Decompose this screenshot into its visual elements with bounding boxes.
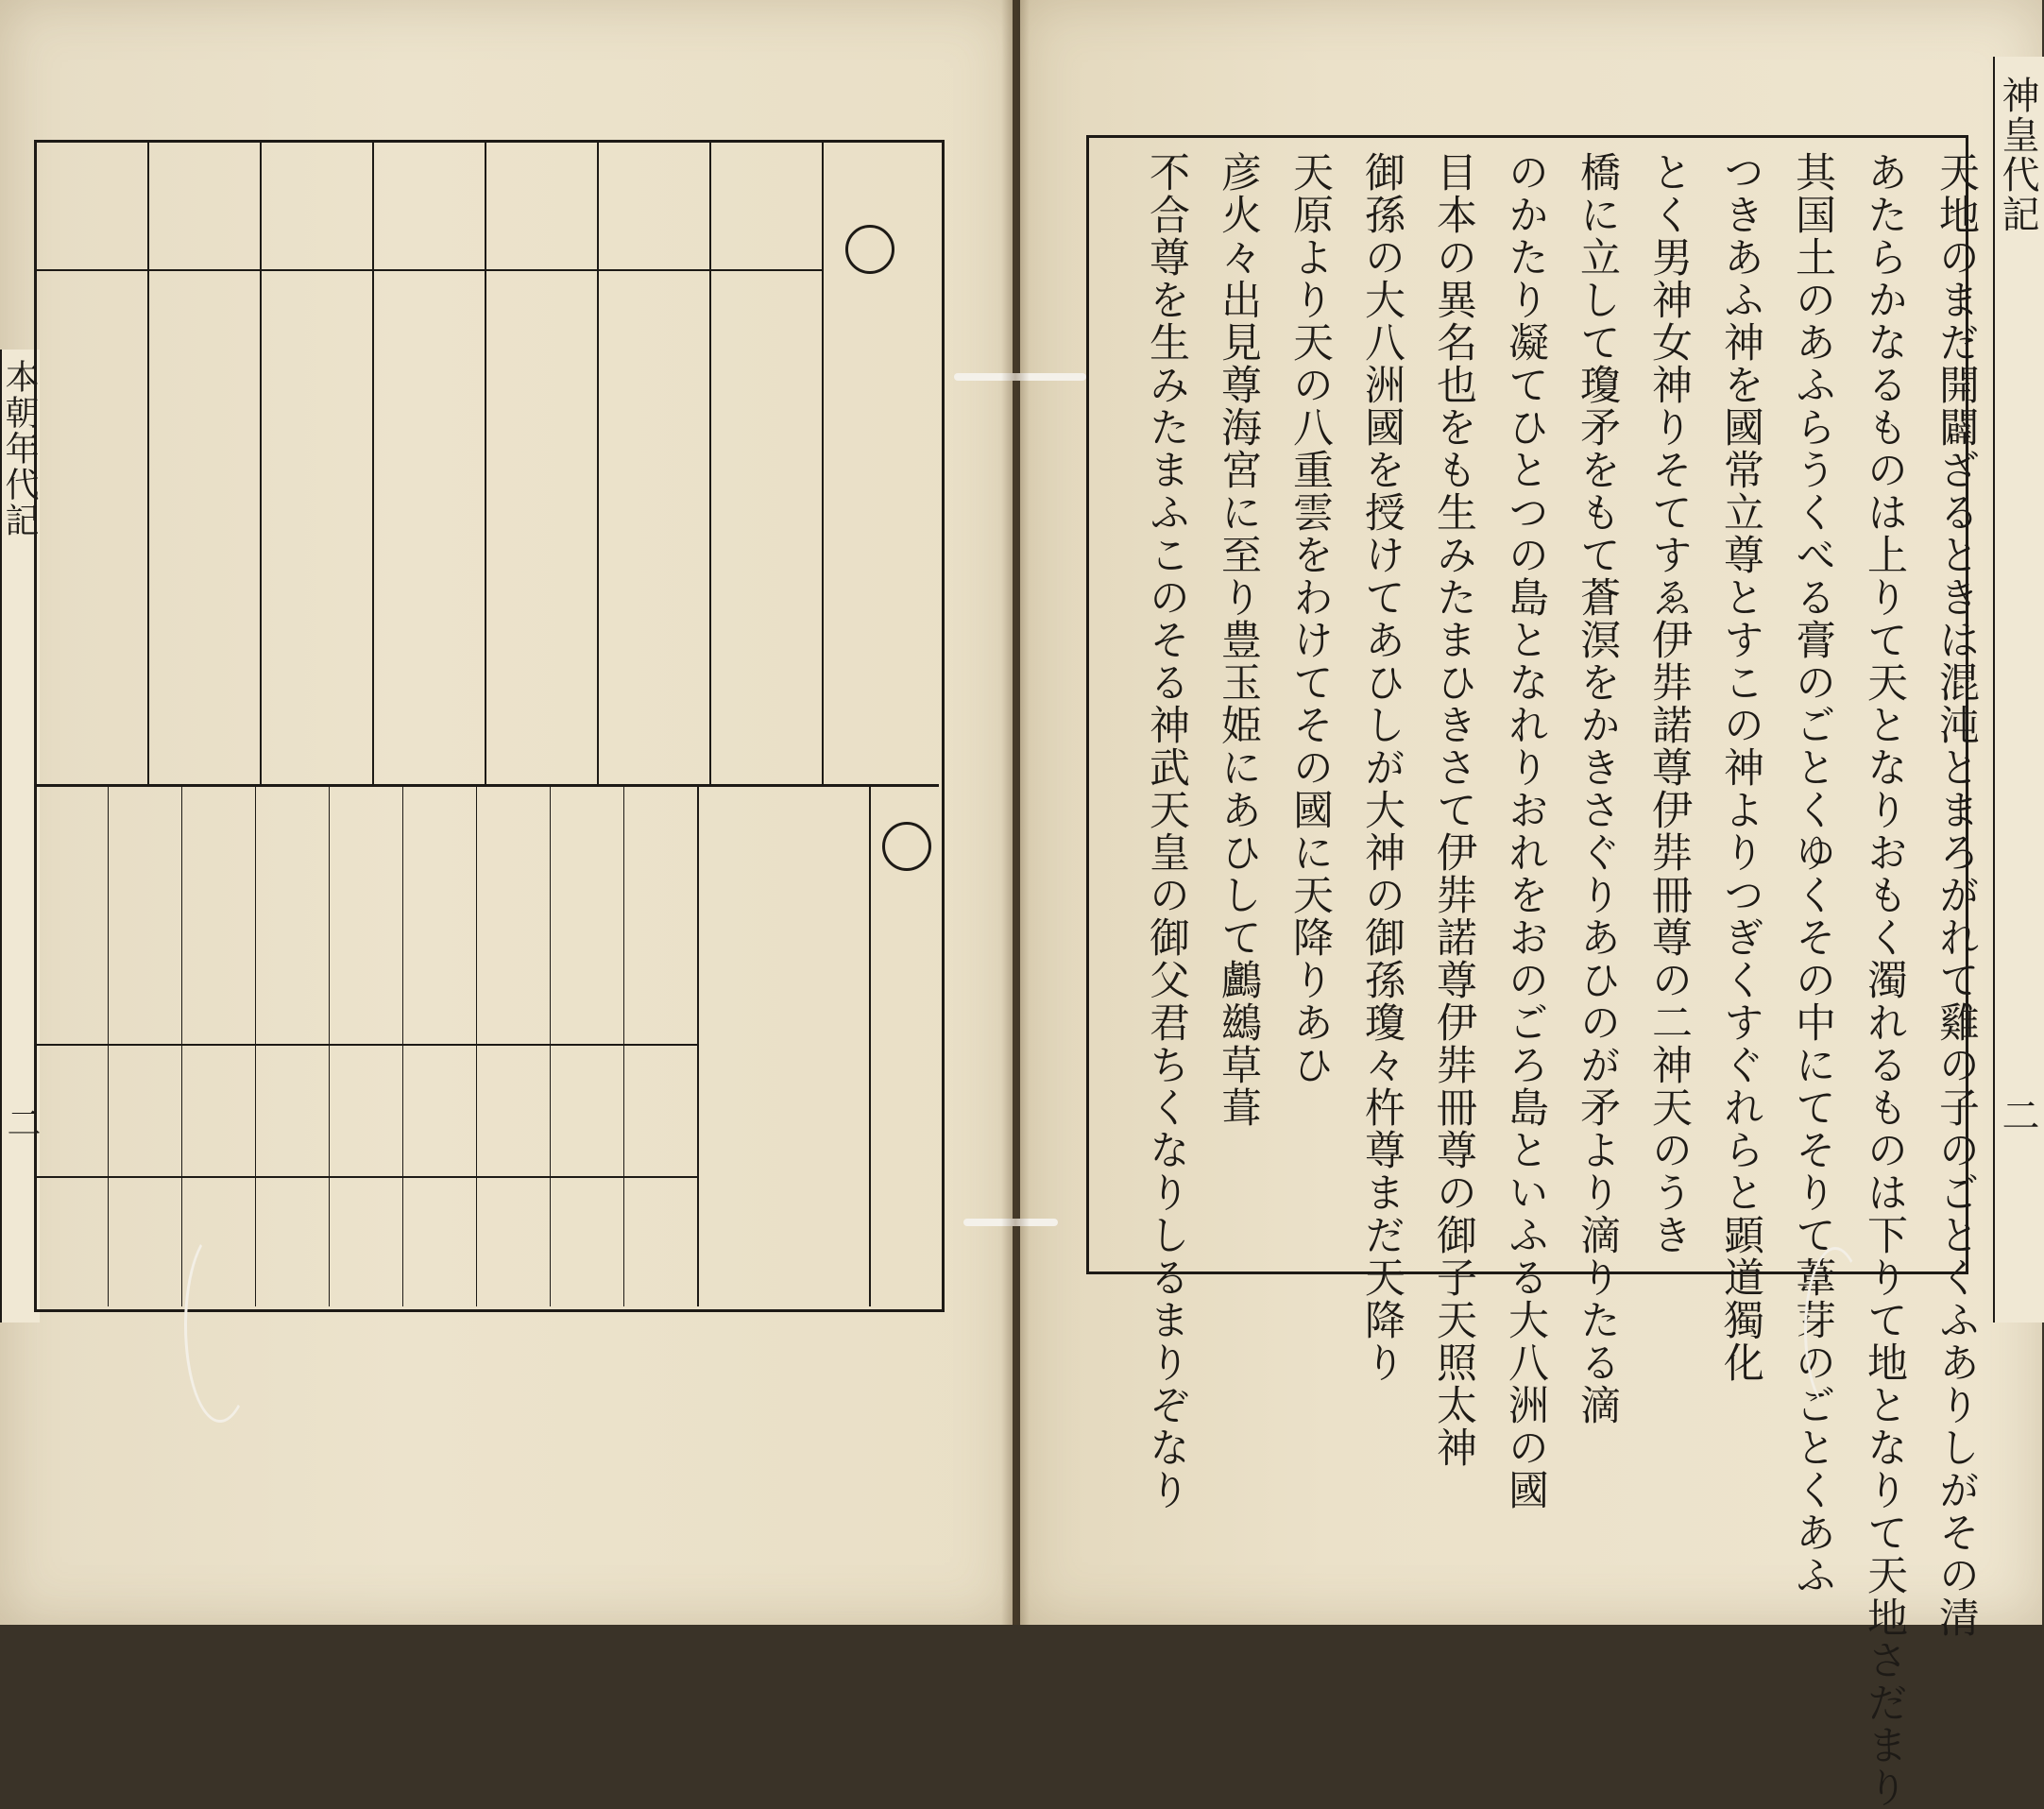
column-rule xyxy=(147,140,149,784)
text-line: 御孫の大八洲國を授けてあひしが大神の御孫瓊々杵尊まだ天降り xyxy=(1358,151,1405,1384)
right-page xyxy=(1020,0,2042,1809)
left-edge-label: 本朝年代記 xyxy=(0,359,39,538)
column-rule xyxy=(623,784,624,1306)
left-page xyxy=(0,0,1013,1625)
right-edge-number: 二 xyxy=(1996,1096,2039,1135)
text-line: つきあふ神を國常立尊とすこの神よりつぎくすぐれらと顕道獨化 xyxy=(1717,151,1764,1384)
column-rule xyxy=(402,784,403,1306)
column-rule xyxy=(869,784,871,1306)
circle-mark xyxy=(845,225,894,274)
text-line: 天原より天の八重雲をわけてその國に天降りあひ xyxy=(1286,151,1334,1086)
column-rule xyxy=(372,140,374,784)
text-line: 目本の異名也をも生みたまひきさて伊弉諾尊伊弉冊尊の御子天照太神 xyxy=(1430,151,1477,1469)
column-rule xyxy=(476,784,477,1306)
column-rule xyxy=(697,784,699,1306)
column-rule xyxy=(550,784,551,1306)
row-rule xyxy=(34,1044,697,1046)
paper-tear xyxy=(184,1228,256,1423)
column-rule xyxy=(822,140,824,784)
column-rule xyxy=(255,784,256,1306)
paper-tear xyxy=(1804,1247,1866,1413)
row-rule xyxy=(34,1176,697,1178)
column-rule xyxy=(108,784,109,1306)
header-rule xyxy=(34,269,822,271)
column-rule xyxy=(329,784,330,1306)
circle-mark xyxy=(882,822,931,871)
right-edge-label: 神皇代記 xyxy=(1996,76,2039,234)
column-rule xyxy=(709,140,711,784)
text-line: 橋に立して瓊矛をもて蒼溟をかきさぐりあひのが矛より滴りたる滴 xyxy=(1574,151,1621,1426)
text-line: のかたり凝てひとつの島となれりおれをおのごろ島といふる大八洲の國 xyxy=(1502,151,1549,1511)
column-rule xyxy=(597,140,599,784)
column-rule xyxy=(181,784,182,1306)
table-divider xyxy=(34,784,939,787)
book-gutter xyxy=(1001,0,1030,1625)
column-rule xyxy=(485,140,486,784)
text-line: 彦火々出見尊海宮に至り豊玉姫にあひして鸕鷀草葺 xyxy=(1215,151,1262,1129)
text-line: 其国土のあふらうくべる膏のごとくゆくその中にてそりて葦芽のごとくあふ xyxy=(1789,151,1836,1596)
text-line: とく男神女神りそてすゑ伊弉諾尊伊弉冊尊の二神天のうき xyxy=(1645,151,1693,1256)
text-line: あたらかなるものは上りて天となりおもく濁れるものは下りて地となりて天地さだまり xyxy=(1861,151,1908,1809)
column-rule xyxy=(260,140,262,784)
text-line: 不合尊を生みたまふこのそる神武天皇の御父君ちくなりしるまりぞなり xyxy=(1143,151,1190,1511)
left-table-frame xyxy=(34,140,945,1312)
left-edge-number: 二 xyxy=(2,1105,41,1141)
text-line: 天地のまだ開闢ざるときは混沌とまろがれて雞の子のごとくふありしがその清 xyxy=(1933,151,1980,1639)
